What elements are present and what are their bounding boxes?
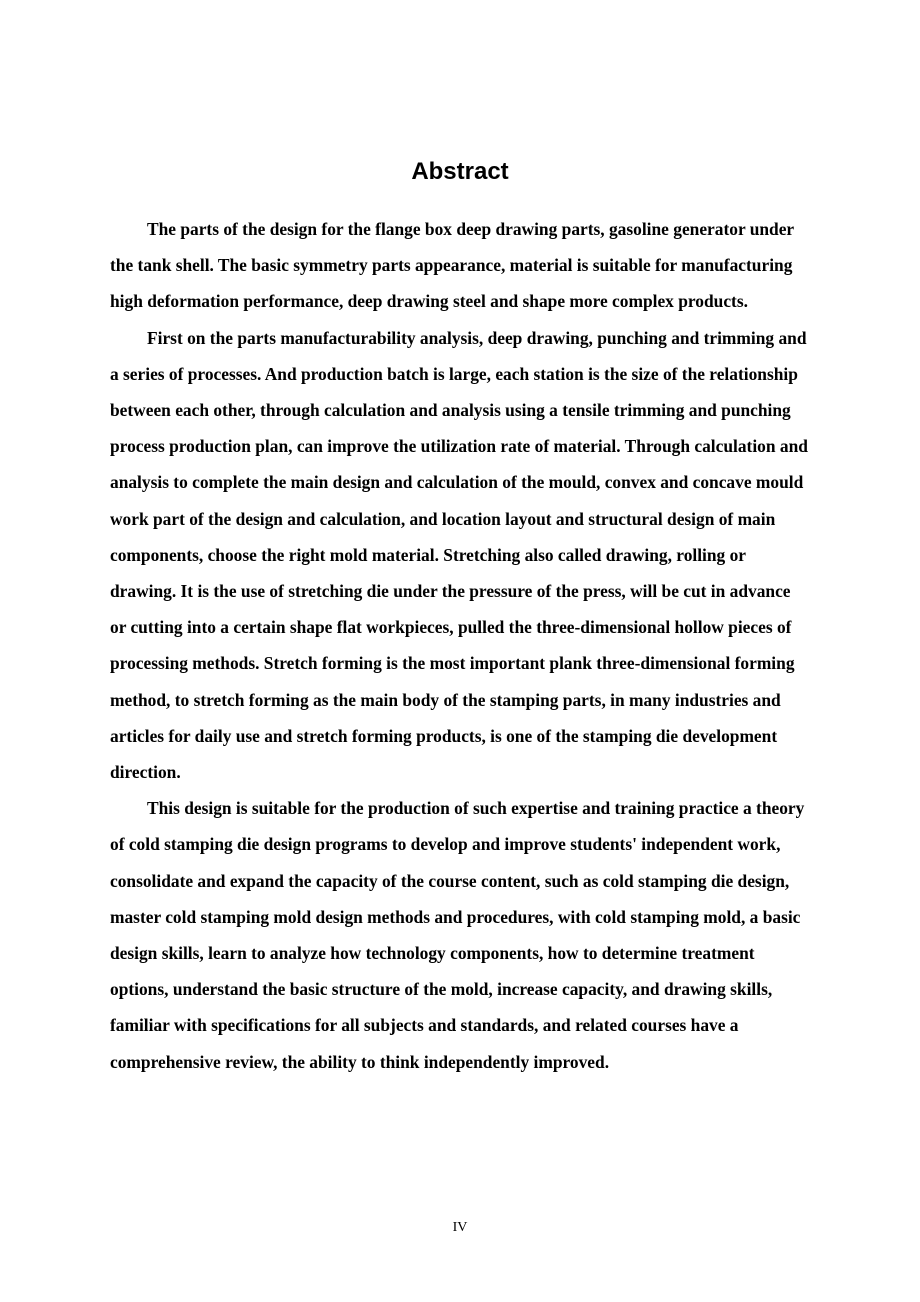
abstract-paragraph-3: This design is suitable for the production of such expertise and training practice a theory of cold stamping die design programs to develop and improve students' independent work, consolidate and expand the capacity of the course content, such as cold stamping die design, master cold stamping mold design methods and procedures, with cold stamping mold, a basic design skills, learn to analyze how technology components, how to determine treatment options, understand the basic structure of the mold, increase capacity, and drawing skills, familiar with specifications for all subjects and standards, and related courses have a comprehensive review, the ability to think independently improved. (110, 798, 805, 1072)
page-number: IV (452, 1220, 468, 1235)
abstract-paragraph-2: First on the parts manufacturability analysis, deep drawing, punching and trimming and a series of processes. And production batch is large, each station is the size of the relationship between each other, through calculation and analysis using a tensile trimming and punching process production plan, can improve the utilization rate of material. Through calculation and analysis to complete the main design and calculation of the mould, convex and concave mould work part of the design and calculation, and location layout and structural design of main components, choose the right mold material. Stretching also called drawing, rolling or drawing. It is the use of stretching die under the pressure of the press, will be cut in advance or cutting into a certain shape flat workpieces, pulled the three-dimensional hollow pieces of processing methods. Stretch forming is the most important plank three-dimensional forming method, to stretch forming as the main body of the stamping parts, in many industries and articles for daily use and stretch forming products, is one of the stamping die development direction. (110, 327, 808, 783)
abstract-body (110, 211, 810, 1080)
page-title: Abstract (411, 158, 509, 185)
abstract-paragraph-1: The parts of the design for the flange box deep drawing parts, gasoline generator under the tank shell. The basic symmetry parts appearance, material is suitable for manufacturing high deformation performance, deep drawing steel and shape more complex products. (110, 219, 794, 312)
